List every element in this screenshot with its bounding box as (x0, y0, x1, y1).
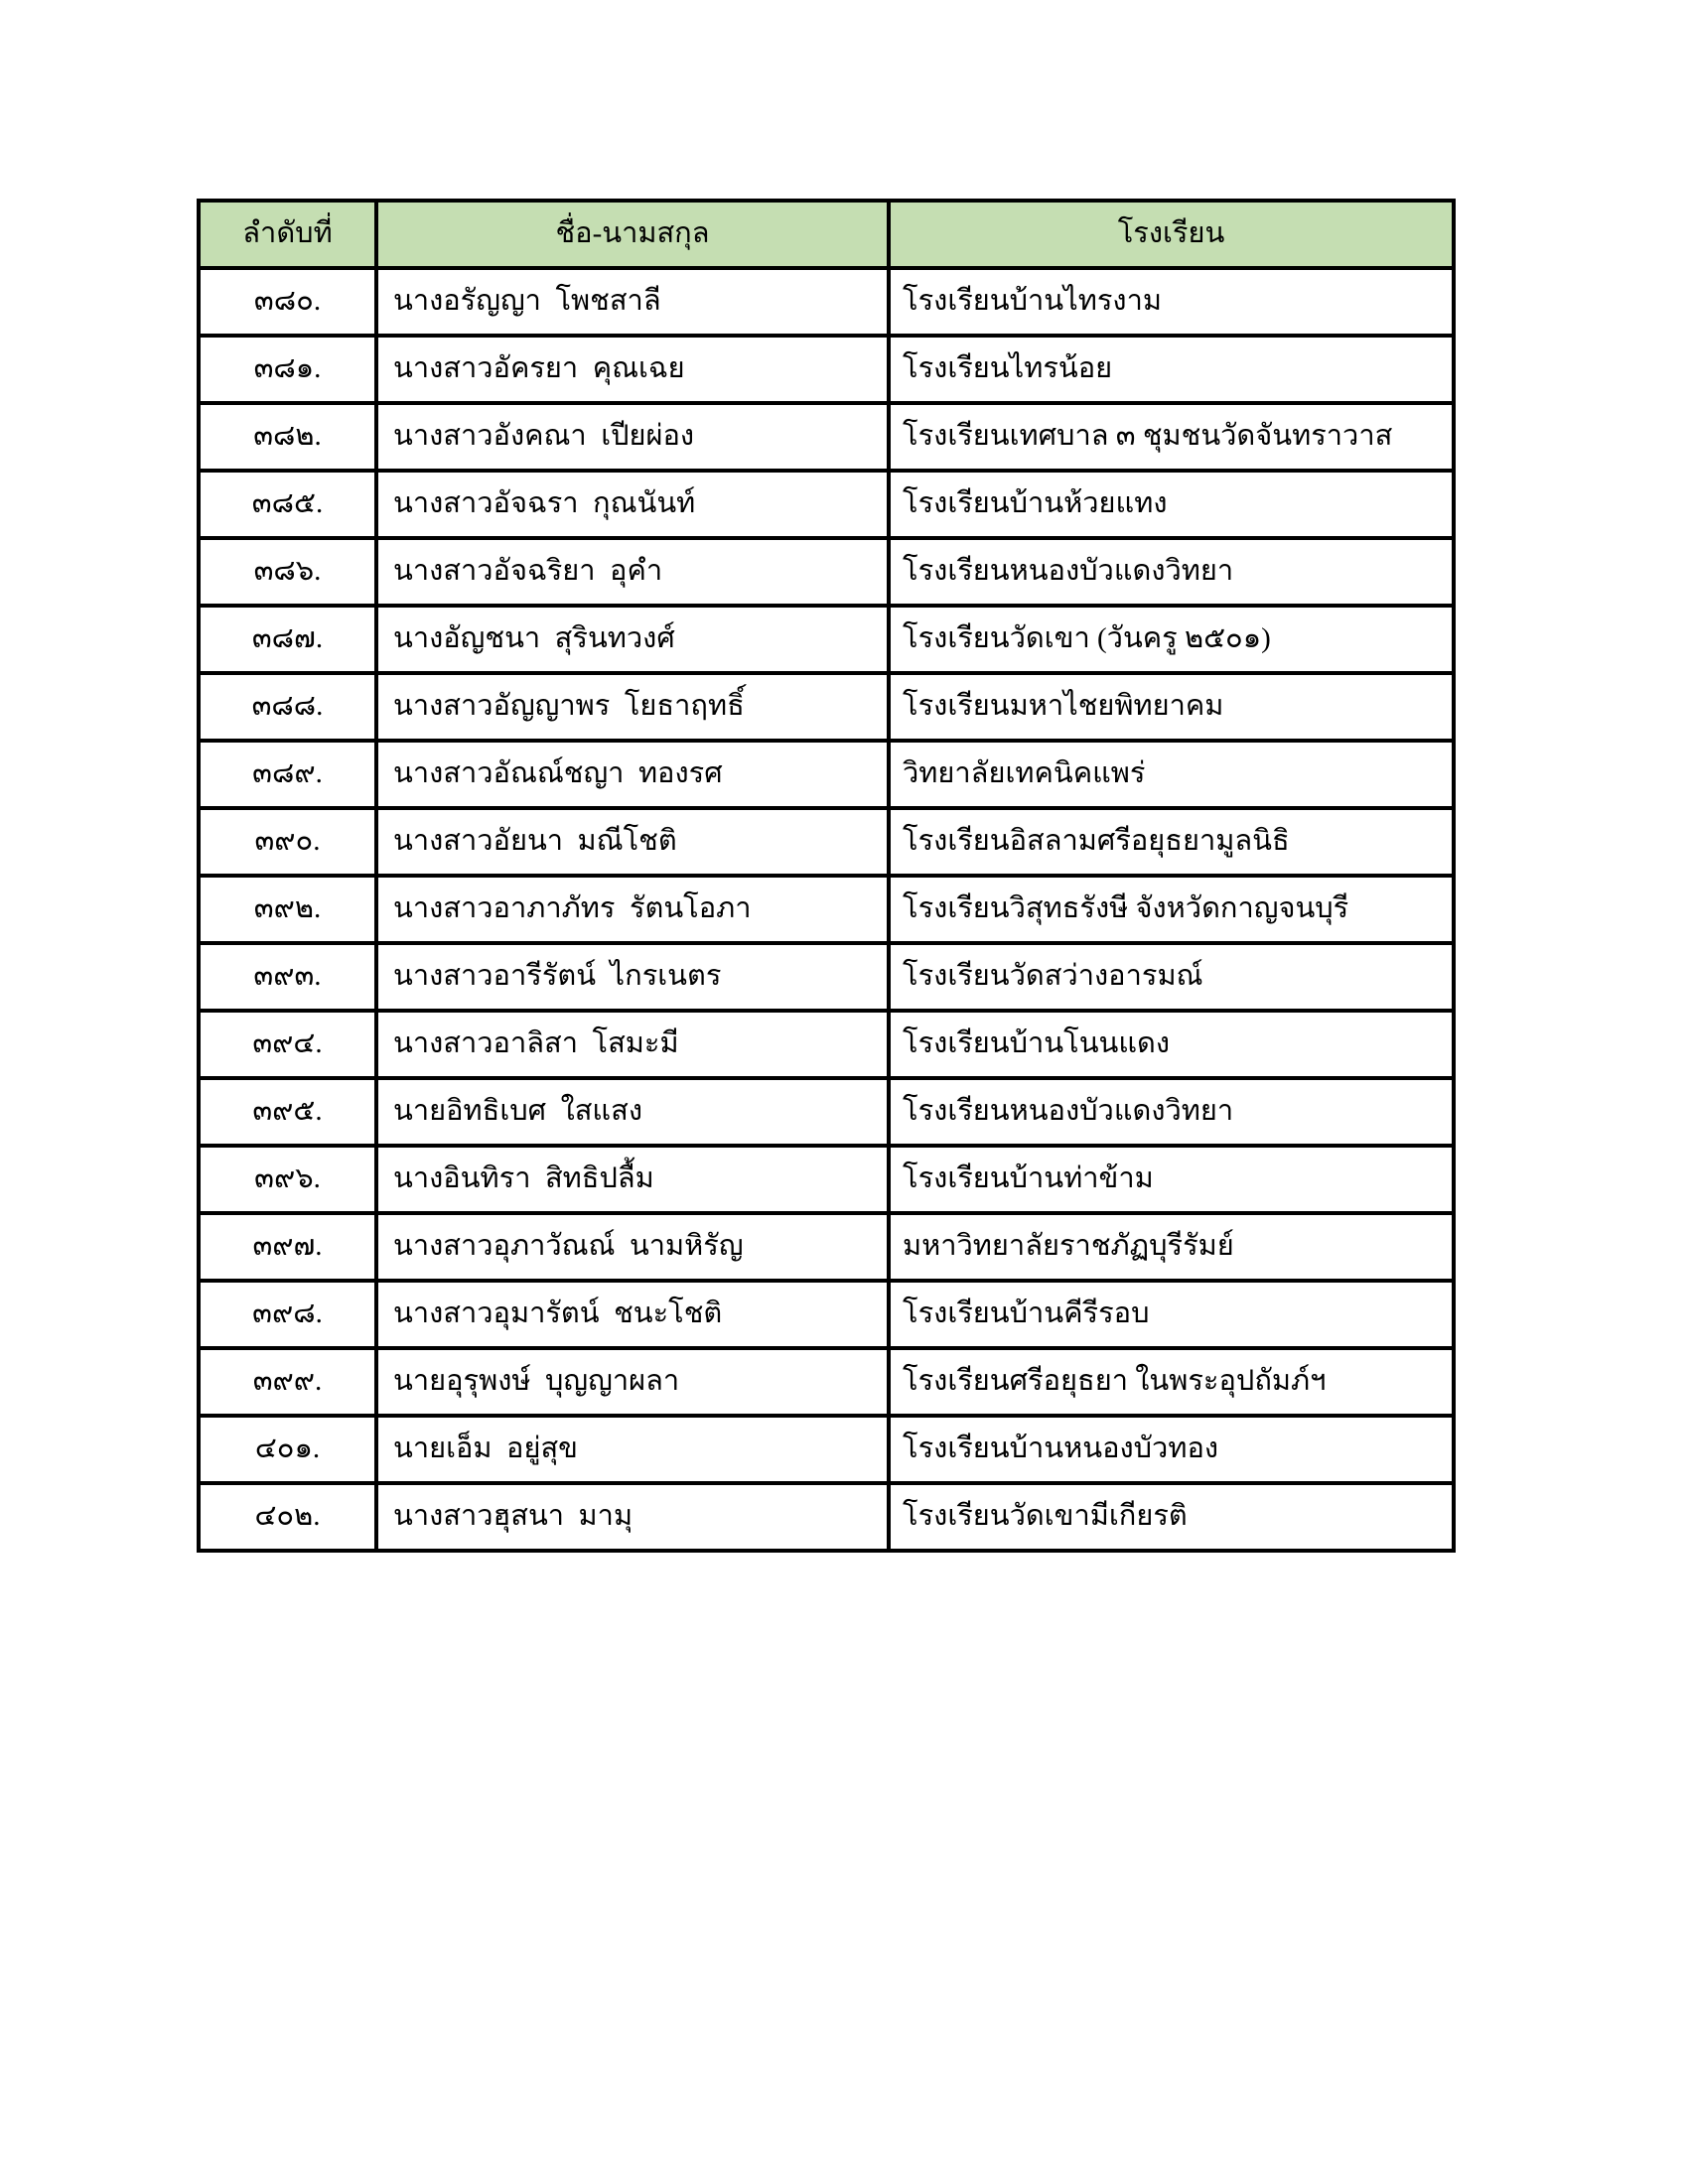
table-row (199, 876, 1454, 943)
cell-school: โรงเรียนวัดสว่างอารมณ์ (889, 943, 1454, 1011)
cell-name: นางสาวอัครยา คุณเฉย (376, 336, 889, 403)
cell-school: โรงเรียนบ้านโนนแดง (889, 1011, 1454, 1078)
cell-number: ๓๘๐. (199, 268, 376, 336)
cell-number: ๔๐๒. (199, 1483, 376, 1551)
cell-name: นายอุรุพงษ์ บุญญาผลา (376, 1348, 889, 1416)
table-row (199, 403, 1454, 471)
cell-name: นายอิทธิเบศ ใสแสง (376, 1078, 889, 1146)
cell-number: ๓๘๑. (199, 336, 376, 403)
table-row (199, 606, 1454, 673)
cell-name: นายเอ็ม อยู่สุข (376, 1416, 889, 1483)
cell-number: ๓๙๒. (199, 876, 376, 943)
cell-school: โรงเรียนบ้านท่าข้าม (889, 1146, 1454, 1213)
cell-number: ๓๙๐. (199, 808, 376, 876)
cell-school: โรงเรียนเทศบาล ๓ ชุมชนวัดจันทราวาส (889, 403, 1454, 471)
table-header-row (199, 201, 1454, 268)
table-row (199, 538, 1454, 606)
header-cell-number: ลำดับที่ (199, 201, 376, 268)
cell-number: ๓๘๘. (199, 673, 376, 741)
cell-number: ๓๙๘. (199, 1281, 376, 1348)
cell-number: ๓๙๙. (199, 1348, 376, 1416)
cell-school: โรงเรียนศรีอยุธยา ในพระอุปถัมภ์ฯ (889, 1348, 1454, 1416)
cell-school: โรงเรียนหนองบัวแดงวิทยา (889, 538, 1454, 606)
cell-school: โรงเรียนอิสลามศรีอยุธยามูลนิธิ (889, 808, 1454, 876)
cell-number: ๔๐๑. (199, 1416, 376, 1483)
cell-number: ๓๘๕. (199, 471, 376, 538)
cell-number: ๓๙๔. (199, 1011, 376, 1078)
table-row (199, 268, 1454, 336)
cell-name: นางอรัญญา โพชสาลี (376, 268, 889, 336)
table-row (199, 1416, 1454, 1483)
table-row (199, 1483, 1454, 1551)
cell-name: นางสาวอัญญาพร โยธาฤทธิ์ (376, 673, 889, 741)
cell-school: โรงเรียนหนองบัวแดงวิทยา (889, 1078, 1454, 1146)
cell-name: นางสาวอัยนา มณีโชติ (376, 808, 889, 876)
cell-number: ๓๙๖. (199, 1146, 376, 1213)
table-row (199, 808, 1454, 876)
cell-school: โรงเรียนวัดเขามีเกียรติ (889, 1483, 1454, 1551)
cell-name: นางสาวอุมารัตน์ ชนะโชติ (376, 1281, 889, 1348)
cell-number: ๓๙๗. (199, 1213, 376, 1281)
cell-school: วิทยาลัยเทคนิคแพร่ (889, 741, 1454, 808)
header-cell-school: โรงเรียน (889, 201, 1454, 268)
table-row (199, 673, 1454, 741)
cell-school: โรงเรียนบ้านคีรีรอบ (889, 1281, 1454, 1348)
cell-number: ๓๘๙. (199, 741, 376, 808)
cell-school: โรงเรียนวิสุทธรังษี จังหวัดกาญจนบุรี (889, 876, 1454, 943)
header-cell-name: ชื่อ-นามสกุล (376, 201, 889, 268)
cell-school: โรงเรียนบ้านไทรงาม (889, 268, 1454, 336)
cell-number: ๓๘๒. (199, 403, 376, 471)
cell-name: นางสาวอัจฉรา กุณนันท์ (376, 471, 889, 538)
table-row (199, 1348, 1454, 1416)
cell-school: โรงเรียนมหาไชยพิทยาคม (889, 673, 1454, 741)
cell-name: นางสาวอัจฉริยา อุคำ (376, 538, 889, 606)
cell-name: นางอัญชนา สุรินทวงศ์ (376, 606, 889, 673)
cell-number: ๓๘๖. (199, 538, 376, 606)
table-row (199, 336, 1454, 403)
cell-school: โรงเรียนวัดเขา (วันครู ๒๕๐๑) (889, 606, 1454, 673)
cell-name: นางอินทิรา สิทธิปลื้ม (376, 1146, 889, 1213)
table-row (199, 1146, 1454, 1213)
cell-number: ๓๙๓. (199, 943, 376, 1011)
cell-name: นางสาวอาภาภัทร รัตนโอภา (376, 876, 889, 943)
cell-name: นางสาวอัณณ์ชญา ทองรศ (376, 741, 889, 808)
table-row (199, 1078, 1454, 1146)
cell-name: นางสาวอาลิสา โสมะมี (376, 1011, 889, 1078)
cell-name: นางสาวอังคณา เปียผ่อง (376, 403, 889, 471)
cell-school: โรงเรียนไทรน้อย (889, 336, 1454, 403)
table-row (199, 1281, 1454, 1348)
cell-school: โรงเรียนบ้านห้วยแทง (889, 471, 1454, 538)
cell-school: โรงเรียนบ้านหนองบัวทอง (889, 1416, 1454, 1483)
cell-name: นางสาวอารีรัตน์ ไกรเนตร (376, 943, 889, 1011)
table-row (199, 741, 1454, 808)
cell-number: ๓๙๕. (199, 1078, 376, 1146)
roster-table (197, 199, 1456, 1553)
table-body (199, 268, 1454, 1551)
cell-name: นางสาวอุภาวัณณ์ นามหิรัญ (376, 1213, 889, 1281)
cell-school: มหาวิทยาลัยราชภัฏบุรีรัมย์ (889, 1213, 1454, 1281)
table-row (199, 1011, 1454, 1078)
cell-number: ๓๘๗. (199, 606, 376, 673)
cell-name: นางสาวฮุสนา มามุ (376, 1483, 889, 1551)
roster-table-container (197, 199, 1452, 1553)
table-row (199, 943, 1454, 1011)
table-row (199, 471, 1454, 538)
table-row (199, 1213, 1454, 1281)
